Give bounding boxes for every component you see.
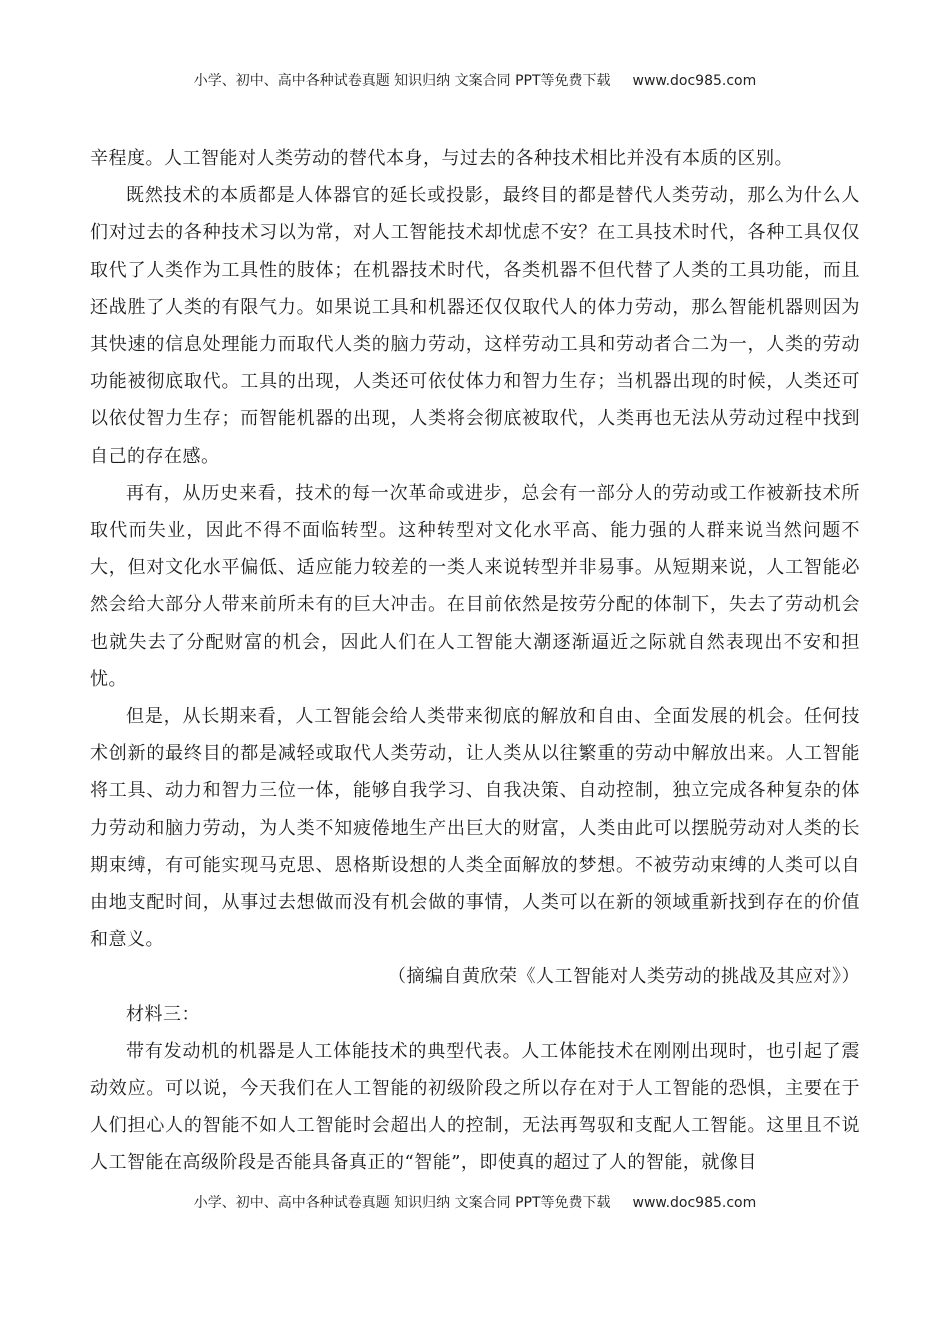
paragraph-history: 再有，从历史来看，技术的每一次革命或进步，总会有一部分人的劳动或工作被新技术所取代而失业，因此不得不面临转型。这种转型对文化水平高、能力强的人群来说当然问题不大，但对文化水平偏低、适应能力较差的一类人来说转型并非易事。从短期来说，人工智能必然会给大部分人带来前所未有的巨大冲击。在目前依然是按劳分配的体制下，失去了劳动机会也就失去了分配财富的机会，因此人们在人工智能大潮逐渐逼近之际就自然表现出不安和担忧。 — [90, 482, 860, 690]
paragraph-technology-essence: 既然技术的本质都是人体器官的延长或投影，最终目的都是替代人类劳动，那么为什么人们对过去的各种技术习以为常，对人工智能技术却忧虑不安？在工具技术时代，各种工具仅仅取代了人类作为工具性的肢体；在机器技术时代，各类机器不但代替了人类的工具功能，而且还战胜了人类的有限气力。如果说工具和机器还仅仅取代人的体力劳动，那么智能机器则因为其快速的信息处理能力而取代人类的脑力劳动，这样劳动工具和劳动者合二为一，人类的劳动功能被彻底取代。工具的出现，人类还可依仗体力和智力生存；当机器出现的时候，人类还可以依仗智力生存；而智能机器的出现，人类将会彻底被取代，人类再也无法从劳动过程中找到自己的存在感。 — [90, 185, 860, 467]
paragraph-material-three: 带有发动机的机器是人工体能技术的典型代表。人工体能技术在刚刚出现时，也引起了震动效应。可以说，今天我们在人工智能的初级阶段之所以存在对于人工智能的恐惧，主要在于人们担心人的智能不如人工智能时会超出人的控制，无法再驾驭和支配人工智能。这里且不说人工智能在高级阶段是否能具备真正的“智能”，即使真的超过了人的智能，就像目 — [90, 1040, 860, 1174]
page-footer — [0, 1192, 950, 1212]
paragraph-long-term: 但是，从长期来看，人工智能会给人类带来彻底的解放和自由、全面发展的机会。任何技术创新的最终目的都是减轻或取代人类劳动，让人类从以往繁重的劳动中解放出来。人工智能将工具、动力和智力三位一体，能够自我学习、自我决策、自动控制，独立完成各种复杂的体力劳动和脑力劳动，为人类不知疲倦地生产出巨大的财富，人类由此可以摆脱劳动对人类的长期束缚，有可能实现马克思、恩格斯设想的人类全面解放的梦想。不被劳动束缚的人类可以自由地支配时间，从事过去想做而没有机会做的事情，人类可以在新的领域重新找到存在的价值和意义。 — [90, 706, 860, 951]
header-text: 小学、初中、高中各种试卷真题 知识归纳 文案合同 PPT等免费下载 — [193, 73, 611, 89]
material-three-label: 材料三： — [126, 1003, 200, 1025]
header-site-link[interactable]: www.doc985.com — [632, 73, 757, 89]
document-body — [90, 140, 860, 1182]
footer-text: 小学、初中、高中各种试卷真题 知识归纳 文案合同 PPT等免费下载 — [193, 1195, 611, 1211]
page-header — [0, 70, 950, 90]
paragraph-continuation: 辛程度。人工智能对人类劳动的替代本身，与过去的各种技术相比并没有本质的区别。 — [90, 148, 793, 169]
source-citation: （摘编自黄欣荣《人工智能对人类劳动的挑战及其应对》） — [388, 966, 860, 988]
footer-site-link[interactable]: www.doc985.com — [632, 1195, 757, 1211]
